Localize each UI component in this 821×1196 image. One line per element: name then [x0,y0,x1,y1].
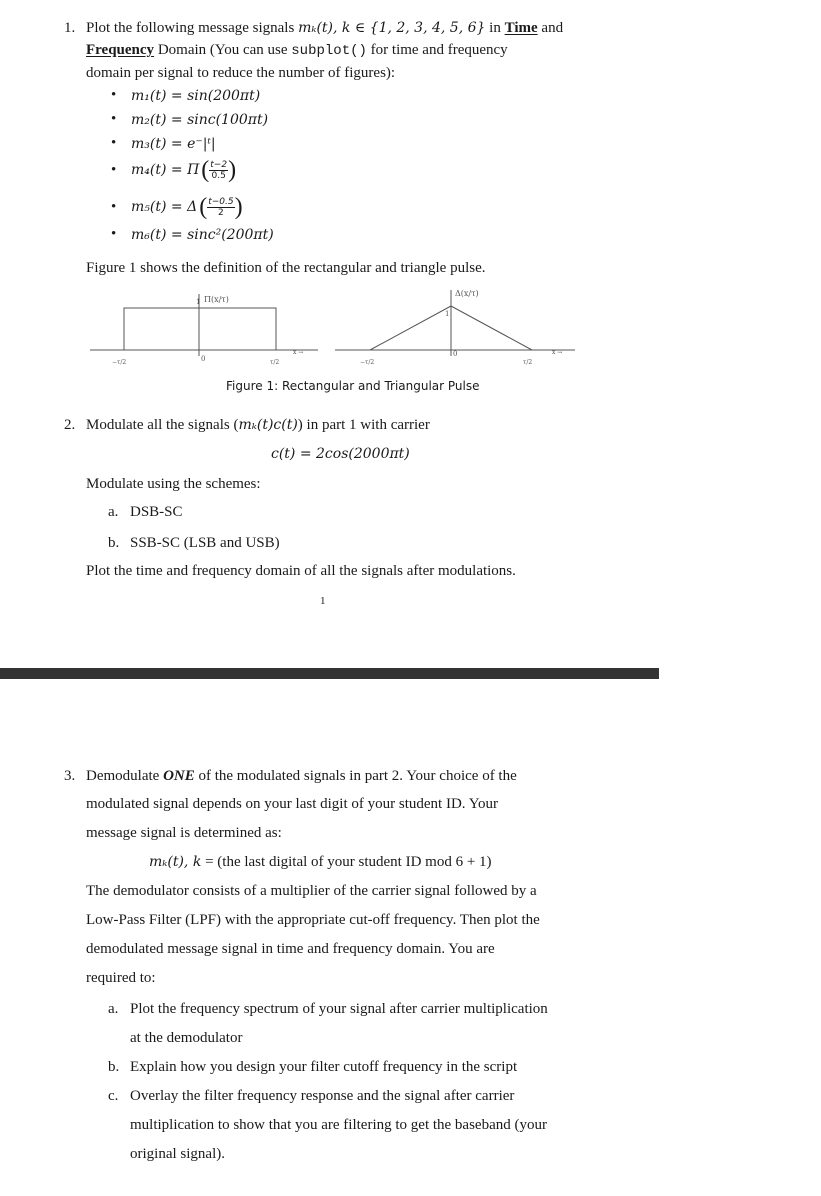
task-c-line-2: multiplication to show that you are filtering to get the baseband (your [130,1117,547,1133]
q1-line-1 [86,19,563,37]
m4-frac-num: t−2 [210,159,228,170]
signal-m3: m₃(t) = e⁻|ᵗ| [131,136,216,152]
bullet: • [111,87,117,103]
figure-caption: Figure 1: Rectangular and Triangular Pulse [226,379,480,393]
bullet: • [111,162,117,178]
rect-one-label: 1 [196,298,201,306]
q3-line-8: required to: [86,970,156,986]
m5-frac-den: 2 [218,207,224,218]
figure-reference: Figure 1 shows the definition of the rectangular and triangle pulse. [86,260,486,276]
q3-line-5: The demodulator consists of a multiplier of the carrier signal followed by a [86,883,537,899]
q3-line-7: demodulated message signal in time and frequency domain. You are [86,941,495,957]
q1-text: in [485,20,505,36]
scheme-a-text: DSB-SC [130,504,183,520]
q2-line-1 [86,416,430,434]
bullet: • [111,111,117,127]
paren-left: ( [199,194,208,220]
tri-pulse-label: Δ(x/τ) [455,289,479,298]
rect-pos-half: τ/2 [270,359,280,366]
bullet: • [111,199,117,215]
task-a-line-1: Plot the frequency spectrum of your signal after carrier multiplication [130,1001,548,1017]
q2-text: Modulate all the signals ( [86,417,239,433]
q3-text: of the modulated signals in part 2. Your choice of the [194,768,517,784]
task-c-line-1: Overlay the filter frequency response and the signal after carrier [130,1088,515,1104]
q3-line-1 [86,762,517,791]
one-keyword: ONE [163,768,195,784]
m4-frac-den: 0.5 [211,170,226,181]
q2-text: ) in part 1 with carrier [297,417,430,433]
bullet: • [111,135,117,151]
q1-line-2 [86,41,508,60]
paren-right: ) [228,157,237,183]
signal-m4 [131,155,236,185]
q1-text: and [537,20,564,36]
q1-line-3: domain per signal to reduce the number of figures): [86,65,396,81]
rect-x-label: x → [293,349,304,356]
q3-line-3: message signal is determined as: [86,825,282,841]
scheme-a-label: a. [108,504,119,520]
q1-text: Domain (You can use [154,42,292,58]
page-number: 1 [320,595,326,607]
q3-number: 3. [64,768,76,784]
rect-pulse [124,308,276,350]
scheme-b-text: SSB-SC (LSB and USB) [130,535,280,551]
k-formula-text: = (the last digital of your student ID mod 6 + 1) [201,854,492,870]
task-c-line-3: original signal). [130,1146,225,1162]
task-b-label: b. [108,1059,120,1075]
signal-m5-text: m₅(t) = Δ [131,199,198,215]
carrier-equation: c(t) = 2cos(2000πt) [271,446,410,462]
tri-x-label: x → [552,349,563,356]
signal-m1: m₁(t) = sin(200πt) [131,88,261,104]
subplot-code: subplot() [291,43,367,59]
m5-frac-num: t−0.5 [208,196,234,207]
schemes-intro: Modulate using the schemes: [86,476,261,492]
tri-pos-half: τ/2 [523,359,533,366]
pulse-figure [90,284,590,369]
q1-text: for time and frequency [366,42,508,58]
tri-zero-label: 0 [453,350,458,358]
signal-m4-text: m₄(t) = Π [131,162,200,178]
q2-number: 2. [64,417,76,433]
signal-m5 [131,192,243,222]
signal-m6: m₆(t) = sinc²(200πt) [131,227,274,243]
k-formula-math: mₖ(t), k [149,854,202,870]
paren-right: ) [234,194,243,220]
rect-pulse-label: Π(x/τ) [204,295,229,304]
task-c-label: c. [108,1088,119,1104]
task-a-line-2: at the demodulator [130,1030,243,1046]
page-divider [0,668,659,679]
time-keyword: Time [504,20,538,36]
m5-fraction [207,197,234,218]
q3-text: Demodulate [86,768,164,784]
q1-set-math: mₖ(t), k ∈ {1, 2, 3, 4, 5, 6} [298,20,486,36]
bullet: • [111,226,117,242]
task-a-label: a. [108,1001,119,1017]
paren-left: ( [201,157,210,183]
q3-line-2: modulated signal depends on your last digit of your student ID. Your [86,796,499,812]
scheme-b-label: b. [108,535,120,551]
frequency-keyword: Frequency [86,42,155,58]
q1-text: Plot the following message signals [86,20,299,36]
k-formula [149,848,492,877]
signal-m2: m₂(t) = sinc(100πt) [131,112,269,128]
q1-number: 1. [64,20,76,36]
q3-line-6: Low-Pass Filter (LPF) with the appropriate cut-off frequency. Then plot the [86,912,540,928]
tri-one-label: 1 [445,310,450,318]
q2-product-math: mₖ(t)c(t) [238,417,298,433]
rect-zero-label: 0 [201,355,206,363]
m4-fraction [209,160,228,181]
rect-neg-half: −τ/2 [112,359,127,366]
task-b-text: Explain how you design your filter cutoff frequency in the script [130,1059,518,1075]
plot-instruction: Plot the time and frequency domain of all the signals after modulations. [86,563,516,579]
tri-neg-half: −τ/2 [360,359,375,366]
